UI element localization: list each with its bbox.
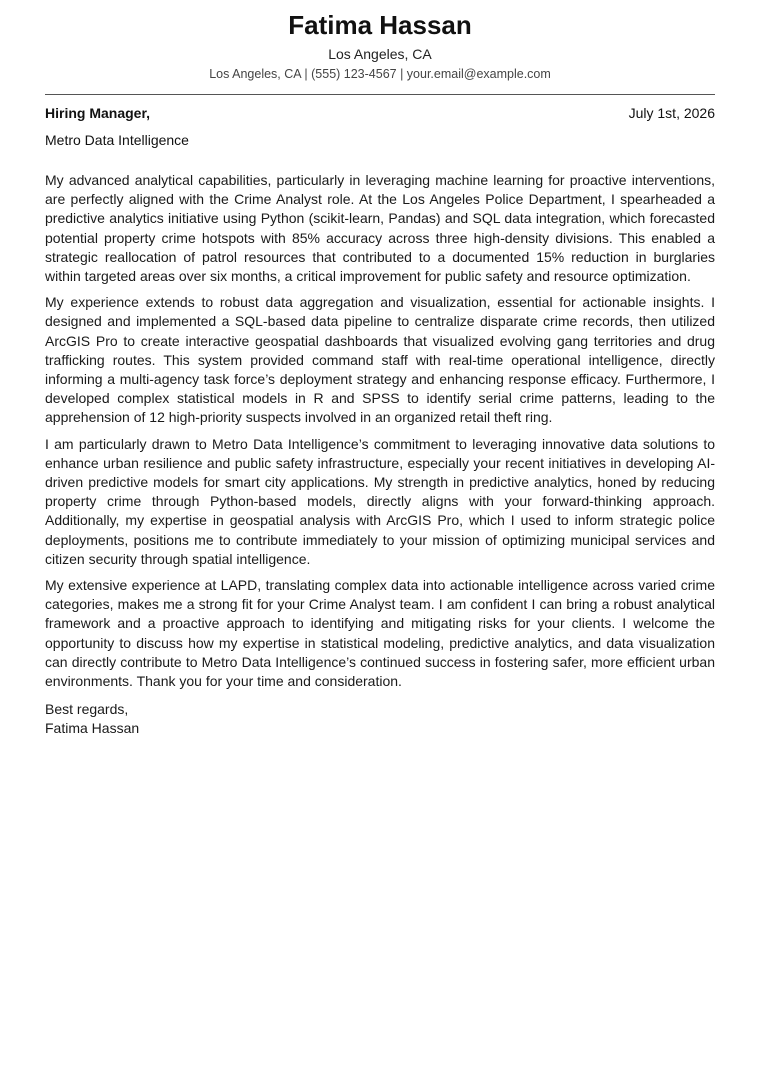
body-paragraph: My experience extends to robust data aggregation and visualization, essential for actionable insights. I designed and implemented a SQL-based data pipeline to centralize disparate crime records, then utilized ArcGIS Pro to create interactive geospatial dashboards that visualized evolving gang territories and drug trafficking routes. This system provided command staff with real-time operational intelligence, directly informing a multi-agency task force’s deployment strategy and enhancing response efficacy. Furthermore, I developed complex statistical models in R and SPSS to identify serial crime patterns, leading to the apprehension of 12 high-priority suspects involved in an organized retail theft ring.: [45, 294, 715, 426]
recipient-date-row: [45, 104, 715, 122]
letter-body: [45, 171, 715, 691]
signature-name: Fatima Hassan: [45, 720, 140, 737]
recipient-salutation: Hiring Manager,: [45, 105, 151, 121]
letter-header: [45, 0, 715, 82]
closing-phrase: Best regards,: [45, 701, 129, 718]
applicant-location: Los Angeles, CA: [328, 46, 432, 62]
letter-closing: [45, 700, 715, 738]
letter-date: July 1st, 2026: [628, 105, 715, 121]
contact-line: Los Angeles, CA | (555) 123-4567 | your.email@example.com: [209, 67, 551, 81]
body-paragraph: My extensive experience at LAPD, translating complex data into actionable intelligence across varied crime categories, makes me a strong fit for your Crime Analyst team. I am confident I can bring a robust analytical framework and a proactive approach to identifying and mitigating risks for your clients. I welcome the opportunity to discuss how my expertise in statistical modeling, predictive analytics, and data visualization can directly contribute to Metro Data Intelligence’s continued success in fostering safer, more efficient urban environments. Thank you for your time and consideration.: [45, 577, 715, 690]
body-paragraph: I am particularly drawn to Metro Data Intelligence’s commitment to leveraging innovative data solutions to enhance urban resilience and public safety infrastructure, especially your recent initiatives in developing AI-driven predictive models for smart city applications. My strength in predictive analytics, honed by reducing property crime through Python-based models, directly aligns with your forward-thinking approach. Additionally, my expertise in geospatial analysis with ArcGIS Pro, which I used to inform strategic police deployments, positions me to contribute immediately to your mission of optimizing municipal services and citizen security through spatial intelligence.: [45, 435, 715, 567]
applicant-name: Fatima Hassan: [288, 10, 472, 40]
company-name: Metro Data Intelligence: [45, 132, 189, 148]
body-paragraph: My advanced analytical capabilities, particularly in leveraging machine learning for proactive interventions, are perfectly aligned with the Crime Analyst role. At the Los Angeles Police Department, I spearheaded a predictive analytics initiative using Python (scikit-learn, Pandas) and SQL data integration, which forecasted potential property crime hotspots with 85% accuracy across three high-density divisions. This enabled a strategic reallocation of patrol resources that contributed to a documented 15% reduction in burglaries within targeted areas over six months, a critical improvement for public safety and resource optimization.: [45, 172, 715, 285]
header-divider: [45, 94, 715, 95]
